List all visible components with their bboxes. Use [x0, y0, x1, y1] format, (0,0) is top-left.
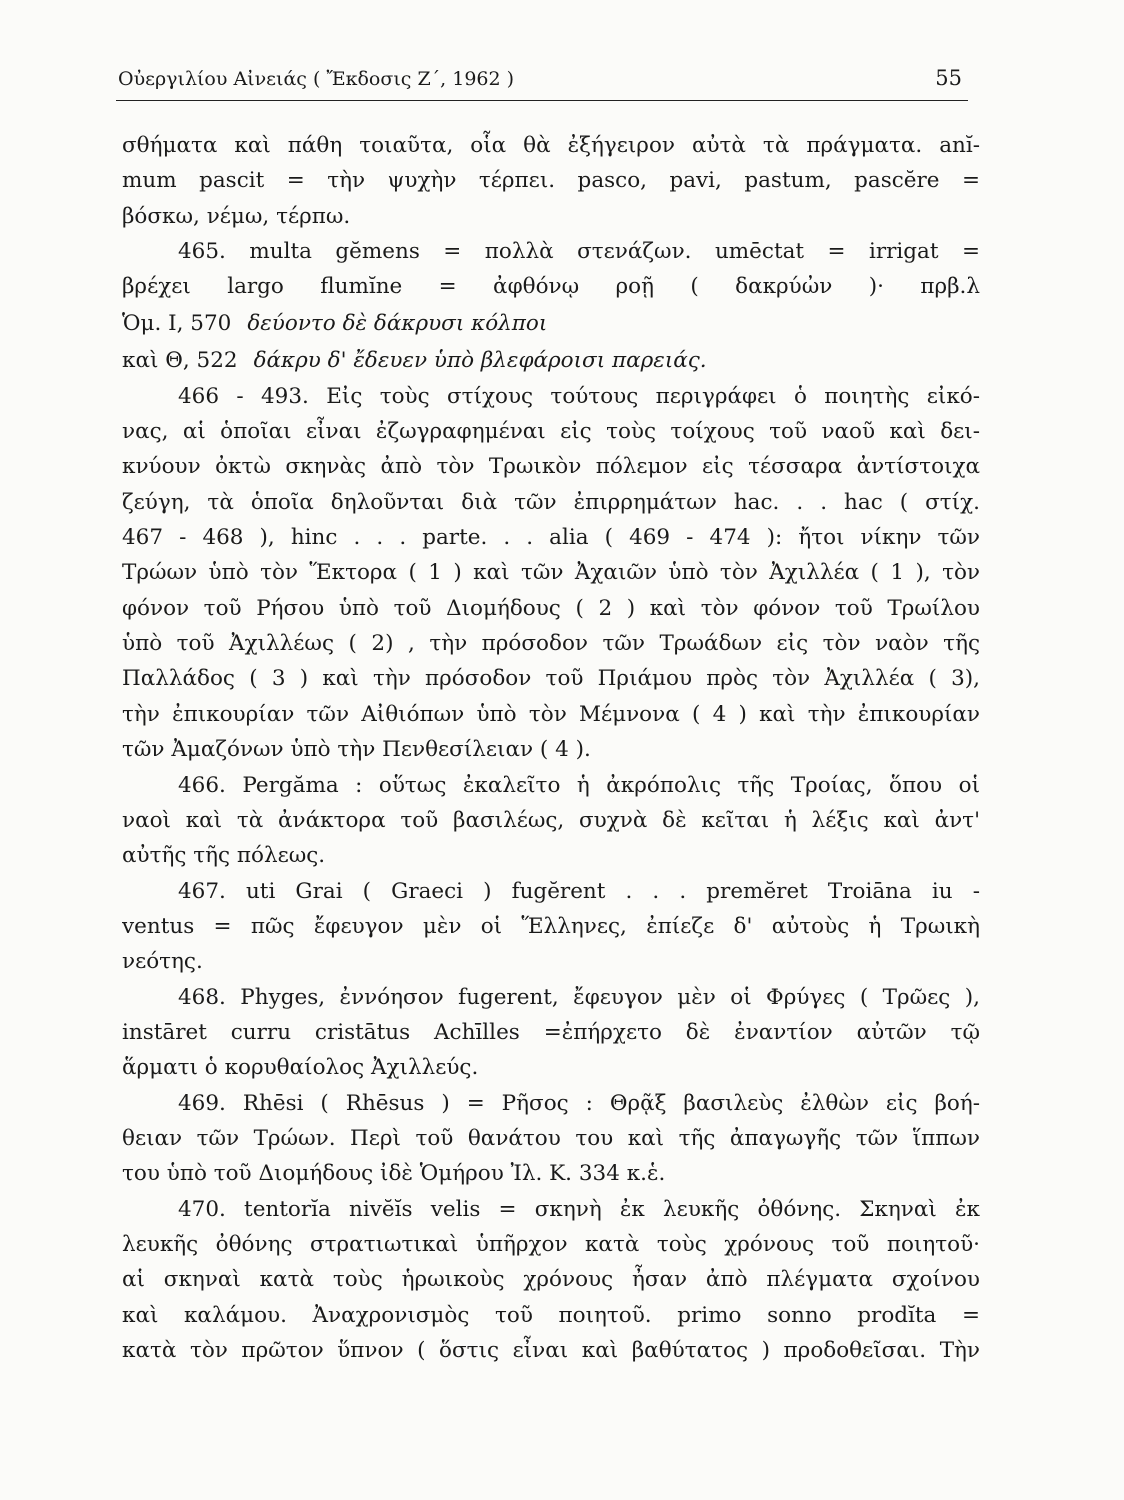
- text-line: καὶ καλάμου. Ἀναχρονισμὸς τοῦ ποιητοῦ. primo sonno prodĭta =: [122, 1302, 980, 1328]
- text-line: Παλλάδος ( 3 ) καὶ τὴν πρόσοδον τοῦ Πριάμου πρὸς τὸν Ἀχιλλέα ( 3),: [122, 666, 980, 692]
- text-line: mum pascit = τὴν ψυχὴν τέρπει. pasco, pavi, pastum, pascĕre =: [122, 168, 980, 194]
- text-line: κατὰ τὸν πρῶτον ὕπνον ( ὅστις εἶναι καὶ βαθύτατος ) προδοθεῖσαι. Τὴν: [122, 1338, 980, 1363]
- text-line: βόσκω, νέμω, τέρπω.: [122, 203, 351, 229]
- text-line: 465. multa gĕmens = πολλὰ στενάζων. umēctat = irrigat =: [178, 239, 980, 265]
- homer-quotation: δάκρυ δ' ἔδευεν ὑπὸ βλεφάροισι παρειάς.: [253, 347, 707, 373]
- text-line: ναοὶ καὶ τὰ ἀνάκτορα τοῦ βασιλέως, συχνὰ δὲ κεῖται ἡ λέξις καὶ ἀντ': [122, 807, 980, 833]
- text-line: ὑπὸ τοῦ Ἀχιλλέως ( 2) , τὴν πρόσοδον τῶν Τρωάδων εἰς τὸν ναὸν τῆς: [122, 631, 980, 657]
- text-line: 467. uti Grai ( Graeci ) fugĕrent . . . premĕret Troiāna iu -: [178, 878, 980, 904]
- homer-reference: Ὁμ. Ι, 570: [122, 310, 232, 336]
- text-line: του ὑπὸ τοῦ Διομήδους ἰδὲ Ὁμήρου Ἰλ. Κ. 334 κ.ἑ.: [122, 1161, 666, 1187]
- running-title: Οὐεργιλίου Αἰνειάς ( Ἔκδοσις Ζ΄, 1962 ): [118, 68, 515, 90]
- text-line: τὴν ἐπικουρίαν τῶν Αἰθιόπων ὑπὸ τὸν Μέμνονα ( 4 ) καὶ τὴν ἐπικουρίαν: [122, 701, 980, 727]
- quotation-line: [122, 342, 980, 379]
- homer-quotation: δεύοντο δὲ δάκρυσι κόλποι: [247, 310, 548, 336]
- text-line: αὐτῆς τῆς πόλεως.: [122, 843, 326, 869]
- text-line: νεότης.: [122, 949, 203, 975]
- text-line: νας, αἱ ὁποῖαι εἶναι ἐζωγραφημέναι εἰς τοὺς τοίχους τοῦ ναοῦ καὶ δει-: [122, 419, 980, 445]
- text-line: αἱ σκηναὶ κατὰ τοὺς ἡρωικοὺς χρόνους ἦσαν ἀπὸ πλέγματα σχοίνου: [122, 1267, 980, 1293]
- text-line: σθήματα καὶ πάθη τοιαῦτα, οἷα θὰ ἐξήγειρον αὐτὰ τὰ πράγματα. anĭ-: [122, 133, 980, 158]
- text-line: τῶν Ἀμαζόνων ὑπὸ τὴν Πενθεσίλειαν ( 4 ).: [122, 737, 591, 763]
- text-line: θειαν τῶν Τρώων. Περὶ τοῦ θανάτου του καὶ τῆς ἀπαγωγῆς τῶν ἵππων: [122, 1125, 980, 1151]
- text-line: Τρώων ὑπὸ τὸν Ἕκτορα ( 1 ) καὶ τῶν Ἀχαιῶν ὑπὸ τὸν Ἀχιλλέα ( 1 ), τὸν: [122, 560, 980, 586]
- commentary-text: [122, 128, 980, 1368]
- text-line: λευκῆς ὀθόνης στρατιωτικαὶ ὑπῆρχον κατὰ τοὺς χρόνους τοῦ ποιητοῦ·: [122, 1231, 980, 1257]
- text-line: φόνον τοῦ Ρήσου ὑπὸ τοῦ Διομήδους ( 2 ) καὶ τὸν φόνον τοῦ Τρωίλου: [122, 595, 980, 621]
- text-line: κνύουν ὀκτὼ σκηνὰς ἀπὸ τὸν Τρωικὸν πόλεμον εἰς τέσσαρα ἀντίστοιχα: [122, 454, 980, 480]
- text-line: βρέχει largo flumĭne = ἀφθόνῳ ροῇ ( δακρύὠν )· πρβ.λ: [122, 274, 980, 300]
- text-line: 466. Pergăma : οὕτως ἐκαλεῖτο ἡ ἀκρόπολις τῆς Τροίας, ὅπου οἱ: [178, 772, 980, 798]
- page-header: [116, 64, 968, 101]
- text-line: 467 - 468 ), hinc . . . parte. . . alia ( 469 - 474 ): ἤτοι νίκην τῶν: [122, 525, 980, 551]
- text-line: ζεύγη, τὰ ὁποῖα δηλοῦνται διὰ τῶν ἐπιρρημάτων hac. . . hac ( στίχ.: [122, 489, 980, 515]
- homer-reference: καὶ Θ, 522: [122, 347, 238, 373]
- text-line: 468. Phyges, ἐννόησον fugerent, ἔφευγον μὲν οἱ Φρύγες ( Τρῶες ),: [178, 984, 980, 1010]
- text-line: 469. Rhēsi ( Rhēsus ) = Ρῆσος : Θρᾷξ βασιλεὺς ἐλθὼν εἰς βοή-: [178, 1090, 980, 1116]
- text-line: 470. tentorĭa nivĕĭs velis = σκηνὴ ἐκ λευκῆς ὀθόνης. Σκηναὶ ἐκ: [178, 1196, 980, 1222]
- page-number: 55: [935, 66, 962, 90]
- quotation-line: [122, 305, 980, 342]
- text-line: ἅρματι ὁ κορυθαίολος Ἀχιλλεύς.: [122, 1055, 479, 1081]
- text-line: instāret curru cristātus Achīlles =ἐπήρχετο δὲ ἐναντίον αὐτῶν τῷ: [122, 1019, 980, 1045]
- text-line: 466 - 493. Εἰς τοὺς στίχους τούτους περιγράφει ὁ ποιητὴς εἰκό-: [178, 383, 980, 409]
- text-line: ventus = πῶς ἔφευγον μὲν οἱ Ἕλληνες, ἐπίεζε δ' αὐτοὺς ἡ Τρωικὴ: [122, 913, 980, 939]
